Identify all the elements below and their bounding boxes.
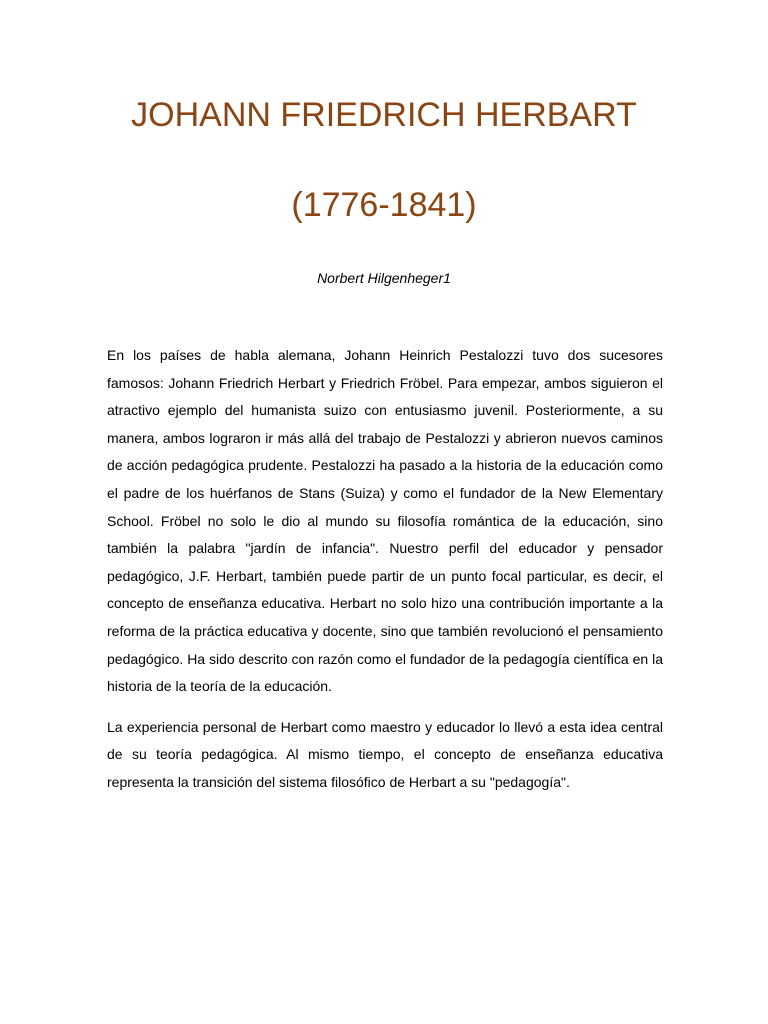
paragraph-2: La experiencia personal de Herbart como maestro y educador lo llevó a esta idea central de su teoría pedagógica. Al mismo tiempo, el concepto de enseñanza educativa representa la transición del sistema filosófico de Herbart a su "pedagogía".: [107, 718, 663, 790]
document-body: [107, 342, 663, 810]
document-dates: (1776-1841): [291, 186, 477, 224]
document-author: Norbert Hilgenheger1: [317, 270, 451, 286]
paragraph-1: En los países de habla alemana, Johann Heinrich Pestalozzi tuvo dos sucesores famosos: Johann Friedrich Herbart y Friedrich Fröbel. Para empezar, ambos siguieron el atractivo ejemplo del humanista suizo con entusiasmo juvenil. Posteriormente, a su manera, ambos lograron ir más allá del trabajo de Pestalozzi y abrieron nuevos caminos de acción pedagógica prudente. Pestalozzi ha pasado a la historia de la educación como el padre de los huérfanos de Stans (Suiza) y como el fundador de la New Elementary School. Fröbel no solo le dio al mundo su filosofía romántica de la educación, sino también la palabra "jardín de infancia". Nuestro perfil del educador y pensador pedagógico, J.F. Herbart, también puede partir de un punto focal particular, es decir, el concepto de enseñanza educativa. Herbart no solo hizo una contribución importante a la reforma de la práctica educativa y docente, sino que también revolucionó el pensamiento pedagógico. Ha sido descrito con razón como el fundador de la pedagogía científica en la historia de la teoría de la educación.: [107, 347, 663, 695]
document-title: JOHANN FRIEDRICH HERBART: [131, 96, 637, 134]
